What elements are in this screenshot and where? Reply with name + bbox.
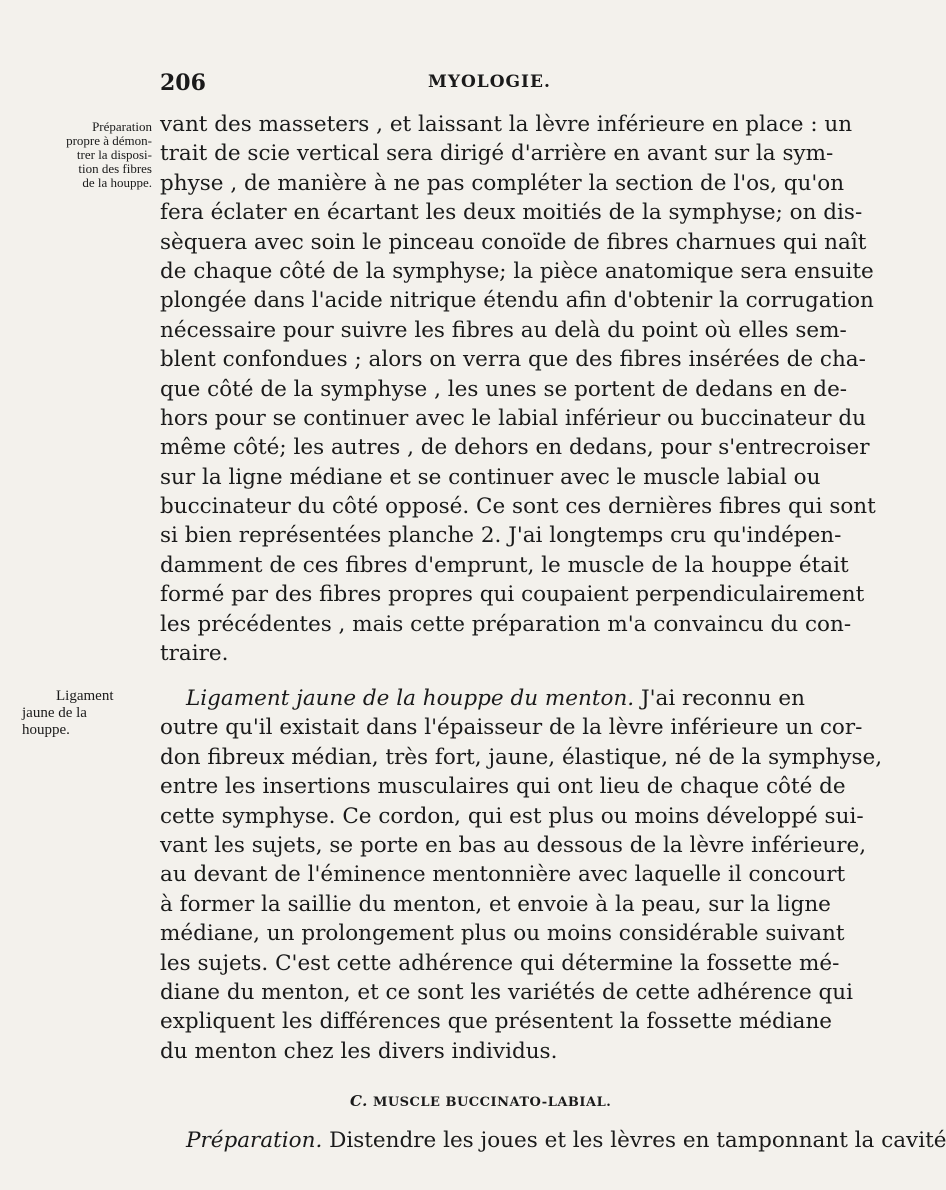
subheading-title: MUSCLE BUCCINATO-LABIAL. [372,1095,612,1110]
margin-note-line: propre à démon- [66,133,152,148]
paragraph-preparation [160,110,876,668]
margin-note-line: houppe. [22,722,70,738]
text-line: plongée dans l'acide nitrique étendu afin d'obtenir la corrugation [160,288,874,314]
text-span: Distendre les joues et les lèvres en tamponnant la cavité [322,1128,946,1153]
page-header [160,70,760,100]
text-line: blent confondues ; alors on verra que des fibres insérées de cha- [160,347,866,373]
text-line: outre qu'il existait dans l'épaisseur de la lèvre inférieure un cor- [160,715,863,741]
text-line: à former la saillie du menton, et envoie à la peau, sur la ligne [160,891,831,917]
text-line [160,1126,946,1155]
text-line: entre les insertions musculaires qui ont lieu de chaque côté de [160,774,846,800]
text-line: cette symphyse. Ce cordon, qui est plus ou moins développé sui- [160,803,864,829]
subheading-letter: C. [350,1092,368,1110]
text-line: formé par des fibres propres qui coupaient perpendiculairement [160,582,865,608]
text-line: buccinateur du côté opposé. Ce sont ces dernières fibres qui sont [160,494,876,520]
text-line: les sujets. C'est cette adhérence qui détermine la fossette mé- [160,950,840,976]
paragraph-label: Préparation. [186,1128,323,1153]
text-line: physe , de manière à ne pas compléter la section de l'os, qu'on [160,170,845,196]
text-line: sur la ligne médiane et se continuer avec le muscle labial ou [160,464,821,490]
text-line: sèquera avec soin le pinceau conoïde de fibres charnues qui naît [160,229,867,255]
text-line: les précédentes , mais cette préparation m'a convaincu du con- [160,611,852,637]
text-line: traire. [160,641,229,667]
text-line: nécessaire pour suivre les fibres au delà du point où elles sem- [160,317,847,343]
text-line: que côté de la symphyse , les unes se portent de dedans en de- [160,376,848,402]
text-line: vant les sujets, se porte en bas au dessous de la lèvre inférieure, [160,832,867,858]
margin-note-ligament [22,688,170,739]
section-subheading [350,1092,611,1110]
text-line: même côté; les autres , de dehors en dedans, pour s'entrecroiser [160,435,870,461]
text-line: don fibreux médian, très fort, jaune, élastique, né de la symphyse, [160,744,883,770]
page-number: 206 [160,70,206,96]
margin-note-line: tion des fibres [78,161,152,176]
text-line: trait de scie vertical sera dirigé d'arrière en avant sur la sym- [160,141,834,167]
text-line: médiane, un prolongement plus ou moins considérable suivant [160,921,845,947]
margin-note-line: trer la disposi- [76,147,152,162]
text-line: expliquent les différences que présentent la fossette médiane [160,1009,833,1035]
text-span: J'ai reconnu en [634,686,805,711]
margin-note-preparation [4,120,152,190]
text-line: diane du menton, et ce sont les variétés de cette adhérence qui [160,979,854,1005]
margin-note-line: Ligament [56,688,114,704]
margin-note-line: jaune de la [22,705,87,721]
text-line: hors pour se continuer avec le labial inférieur ou buccinateur du [160,405,866,431]
text-line: fera éclater en écartant les deux moitiés de la symphyse; on dis- [160,200,863,226]
text-line: au devant de l'éminence mentonnière avec laquelle il concourt [160,862,846,888]
text-line: si bien représentées planche 2. J'ai longtemps cru qu'indépen- [160,523,842,549]
margin-note-line: Préparation [92,119,152,134]
running-title: MYOLOGIE. [428,72,551,92]
text-line: du menton chez les divers individus. [160,1038,558,1064]
paragraph-preparation-buccinato [160,1126,946,1155]
text-line: de chaque côté de la symphyse; la pièce anatomique sera ensuite [160,258,874,284]
paragraph-ligament [160,684,883,1066]
section-title: Ligament jaune de la houppe du menton. [186,686,635,711]
text-line [160,684,805,713]
margin-note-line: de la houppe. [82,175,152,190]
text-line: damment de ces fibres d'emprunt, le muscle de la houppe était [160,552,849,578]
text-line: vant des masseters , et laissant la lèvre inférieure en place : un [160,112,853,137]
